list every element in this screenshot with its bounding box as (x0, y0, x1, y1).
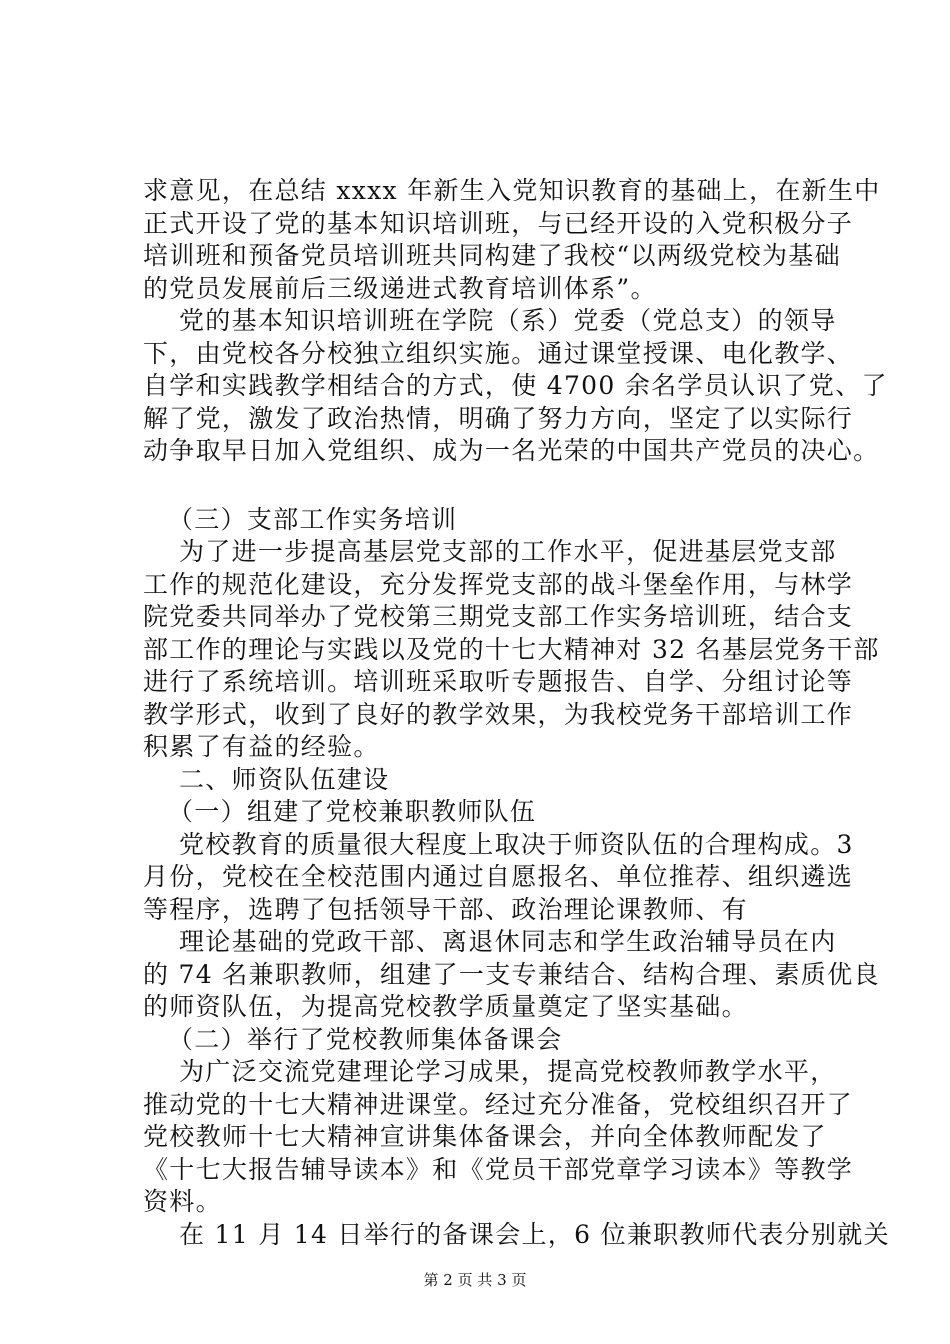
body-line: 的党员发展前后三级递进式教育培训体系”。 (143, 273, 657, 303)
paragraph-first-line: 为广泛交流党建理论学习成果，提高党校教师教学水平， (179, 1057, 837, 1086)
section-heading-2: 二、师资队伍建设 (179, 764, 390, 794)
body-line: 教学形式，收到了良好的教学效果，为我校党务干部培训工作 (143, 699, 854, 729)
body-line: 求意见，在总结 xxxx 年新生入党知识教育的基础上，在新生中 (143, 176, 881, 205)
body-line: 正式开设了党的基本知识培训班，与已经开设的入党积极分子 (143, 208, 854, 238)
body-line: 解了党，激发了政治热情，明确了努力方向，坚定了以实际行 (143, 403, 854, 433)
body-line: 自学和实践教学相结合的方式，使 4700 余名学员认识了党、了 (143, 371, 888, 400)
body-line: 培训班和预备党员培训班共同构建了我校“以两级党校为基础 (143, 241, 841, 270)
paragraph-first-line: 在 11 月 14 日举行的备课会上，6 位兼职教师代表分别就关 (179, 1219, 890, 1249)
paragraph-first-line: 党的基本知识培训班在学院（系）党委（党总支）的领导 (179, 306, 837, 335)
body-line: 部工作的理论与实践以及党的十七大精神对 32 名基层党务干部 (143, 634, 880, 664)
body-line: 下，由党校各分校独立组织实施。通过课堂授课、电化教学、 (143, 338, 854, 368)
body-line: 等程序，选聘了包括领导干部、政治理论课教师、有 (143, 894, 748, 924)
body-line: 工作的规范化建设，充分发挥党支部的战斗堡垒作用，与林学 (143, 569, 854, 599)
body-line: 动争取早日加入党组织、成为一名光荣的中国共产党员的决心。 (143, 436, 880, 465)
page-number-label: 第 2 页 共 3 页 (423, 1271, 527, 1289)
section-heading-3: （三）支部工作实务培训 (168, 504, 458, 534)
body-line: 党校教师十七大精神宣讲集体备课会，并向全体教师配发了 (143, 1122, 827, 1151)
subsection-heading-1: （一）组建了党校兼职教师队伍 (168, 797, 537, 826)
body-line: 的 74 名兼职教师，组建了一支专兼结合、结构合理、素质优良 (143, 959, 880, 989)
body-line: 《十七大报告辅导读本》和《党员干部党章学习读本》等教学 (143, 1154, 854, 1184)
paragraph-first-line: 党校教育的质量很大程度上取决于师资队伍的合理构成。3 (179, 829, 854, 859)
body-line: 院党委共同举办了党校第三期党支部工作实务培训班，结合支 (143, 602, 854, 631)
body-line: 月份，党校在全校范围内通过自愿报名、单位推荐、组织遴选 (143, 862, 854, 891)
subsection-heading-2: （二）举行了党校教师集体备课会 (168, 1024, 563, 1054)
page-footer (0, 1270, 950, 1290)
body-line: 资料。 (143, 1187, 222, 1216)
document-body (143, 175, 890, 1251)
paragraph-gap (143, 468, 833, 504)
body-line: 积累了有益的经验。 (143, 732, 380, 761)
body-line: 进行了系统培训。培训班采取听专题报告、自学、分组讨论等 (143, 667, 854, 696)
paragraph-first-line: 理论基础的党政干部、离退休同志和学生政治辅导员在内 (179, 927, 837, 956)
body-line: 推动党的十七大精神进课堂。经过充分准备，党校组织召开了 (143, 1089, 854, 1119)
body-line: 的师资队伍，为提高党校教学质量奠定了坚实基础。 (143, 992, 748, 1021)
paragraph-first-line: 为了进一步提高基层党支部的工作水平，促进基层党支部 (179, 537, 837, 566)
